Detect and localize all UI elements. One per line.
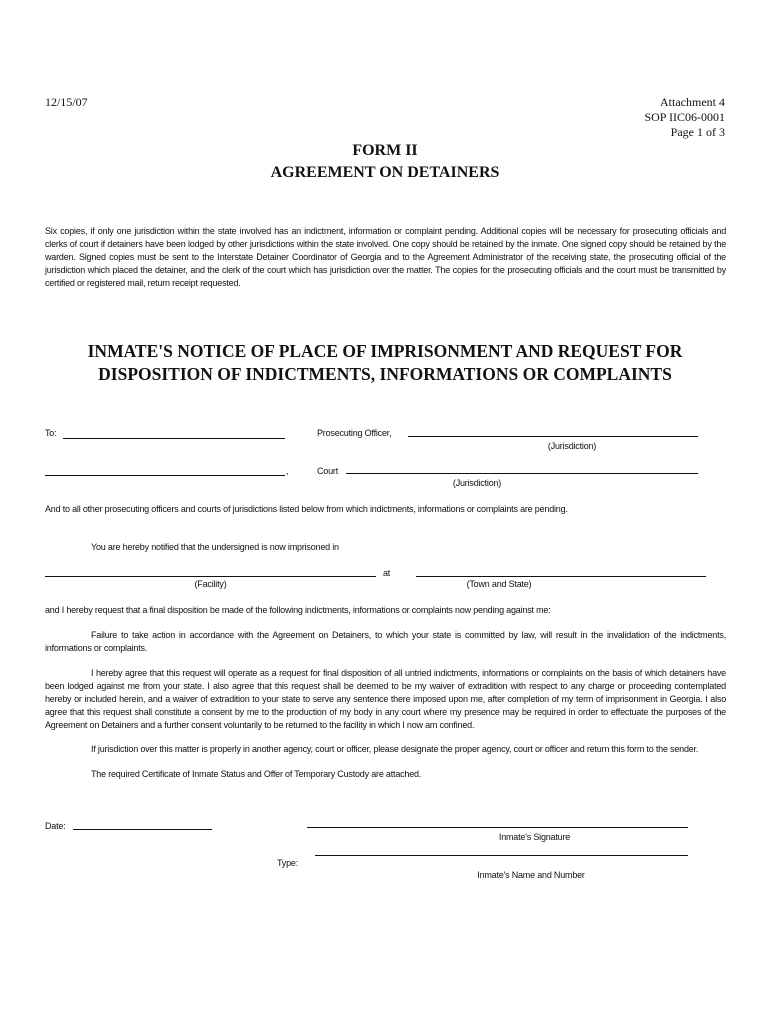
jurisdiction-label-1: (Jurisdiction): [547, 441, 597, 451]
notice-title: [0, 340, 770, 386]
date-label: Date:: [45, 821, 66, 831]
inmate-name-field[interactable]: [315, 855, 688, 856]
facility-label: (Facility): [194, 579, 227, 589]
prosecuting-officer-label: Prosecuting Officer,: [317, 428, 392, 438]
court-field[interactable]: [346, 473, 698, 474]
to-label: To:: [45, 428, 57, 438]
court-label: Court: [317, 466, 339, 476]
agree-paragraph: I hereby agree that this request will operate as a request for final disposition of all untried indictments, informations or complaints on the basis of which detainers have been lodged against me from your state. I also agree that this request shall be deemed to be my waiver of extradition with respect to any charge or proceeding contemplated hereby or included herein, and a waiver of extradition to your state to serve any sentence there imposed upon me, after completion of my term of imprisonment in Georgia. I also agree that this request shall constitute a consent by me to the production of my body in any court where my presence may be required in order to effectuate the purposes of the Agreement on Detainers and a further consent voluntarily to be returned to the facility in which I now am confined.: [45, 668, 726, 730]
inmate-signature-field[interactable]: [307, 827, 688, 828]
form-title-line1: FORM II: [352, 142, 418, 159]
jurisdiction-label-2: (Jurisdiction): [452, 478, 502, 488]
sop-number: SOP IIC06-0001: [644, 110, 725, 124]
document-date: 12/15/07: [45, 95, 88, 109]
to-field[interactable]: [63, 438, 285, 439]
certificate-text: The required Certificate of Inmate Status and Offer of Temporary Custody are attached.: [91, 769, 422, 779]
type-label: Type:: [277, 858, 299, 868]
failure-paragraph: Failure to take action in accordance with the Agreement on Detainers, to which your state is committed by law, will result in the invalidation of the indictments, informations or complaints.: [45, 630, 726, 653]
facility-field[interactable]: [45, 576, 376, 577]
inmate-name-label: Inmate's Name and Number: [477, 870, 585, 880]
comma: ,: [286, 466, 289, 476]
request-text: and I hereby request that a final disposition be made of the following indictments, informations or complaints now pending against me:: [45, 605, 551, 615]
town-state-field[interactable]: [416, 576, 706, 577]
form-title: [0, 140, 770, 184]
form-title-line2: AGREEMENT ON DETAINERS: [270, 164, 500, 181]
header-reference: [644, 95, 725, 140]
instructions-paragraph: Six copies, if only one jurisdiction within the state involved has an indictment, information or complaint pending. Additional copies will be necessary for prosecuting officials and clerks of court if detainers have been lodged by other jurisdictions within the state involved. One copy should be retained by the inmate. One signed copy should be retained by the warden. Signed copies must be sent to the Interstate Detainer Coordinator of Georgia and to the Agreement Administrator of the receiving state, the prosecuting official of the jurisdiction which placed the detainer, and the clerk of the court which has jurisdiction over the matter. The copies for the prosecuting officials and the court must be transmitted by certified or registered mail, return receipt requested.: [45, 226, 726, 288]
town-state-label: (Town and State): [466, 579, 532, 589]
at-label: at: [383, 568, 391, 578]
page-number: Page 1 of 3: [670, 125, 725, 139]
notice-title-line1: INMATE'S NOTICE OF PLACE OF IMPRISONMENT AND REQUEST FOR: [87, 341, 683, 361]
prosecuting-officer-field[interactable]: [408, 436, 698, 437]
date-field[interactable]: [73, 829, 212, 830]
jurisdiction-proper-text: If jurisdiction over this matter is properly in another agency, court or officer, please designate the proper agency, court or officer and return this form to the sender.: [91, 744, 699, 754]
inmate-signature-label: Inmate's Signature: [498, 832, 571, 842]
notice-title-line2: DISPOSITION OF INDICTMENTS, INFORMATIONS OR COMPLAINTS: [98, 364, 672, 384]
other-officers-text: And to all other prosecuting officers and courts of jurisdictions listed below from which indictments, informations or complaints are pending.: [45, 504, 568, 514]
to-field-2[interactable]: [45, 475, 285, 476]
attachment-number: Attachment 4: [660, 95, 725, 109]
notified-text: You are hereby notified that the undersigned is now imprisoned in: [91, 542, 339, 552]
